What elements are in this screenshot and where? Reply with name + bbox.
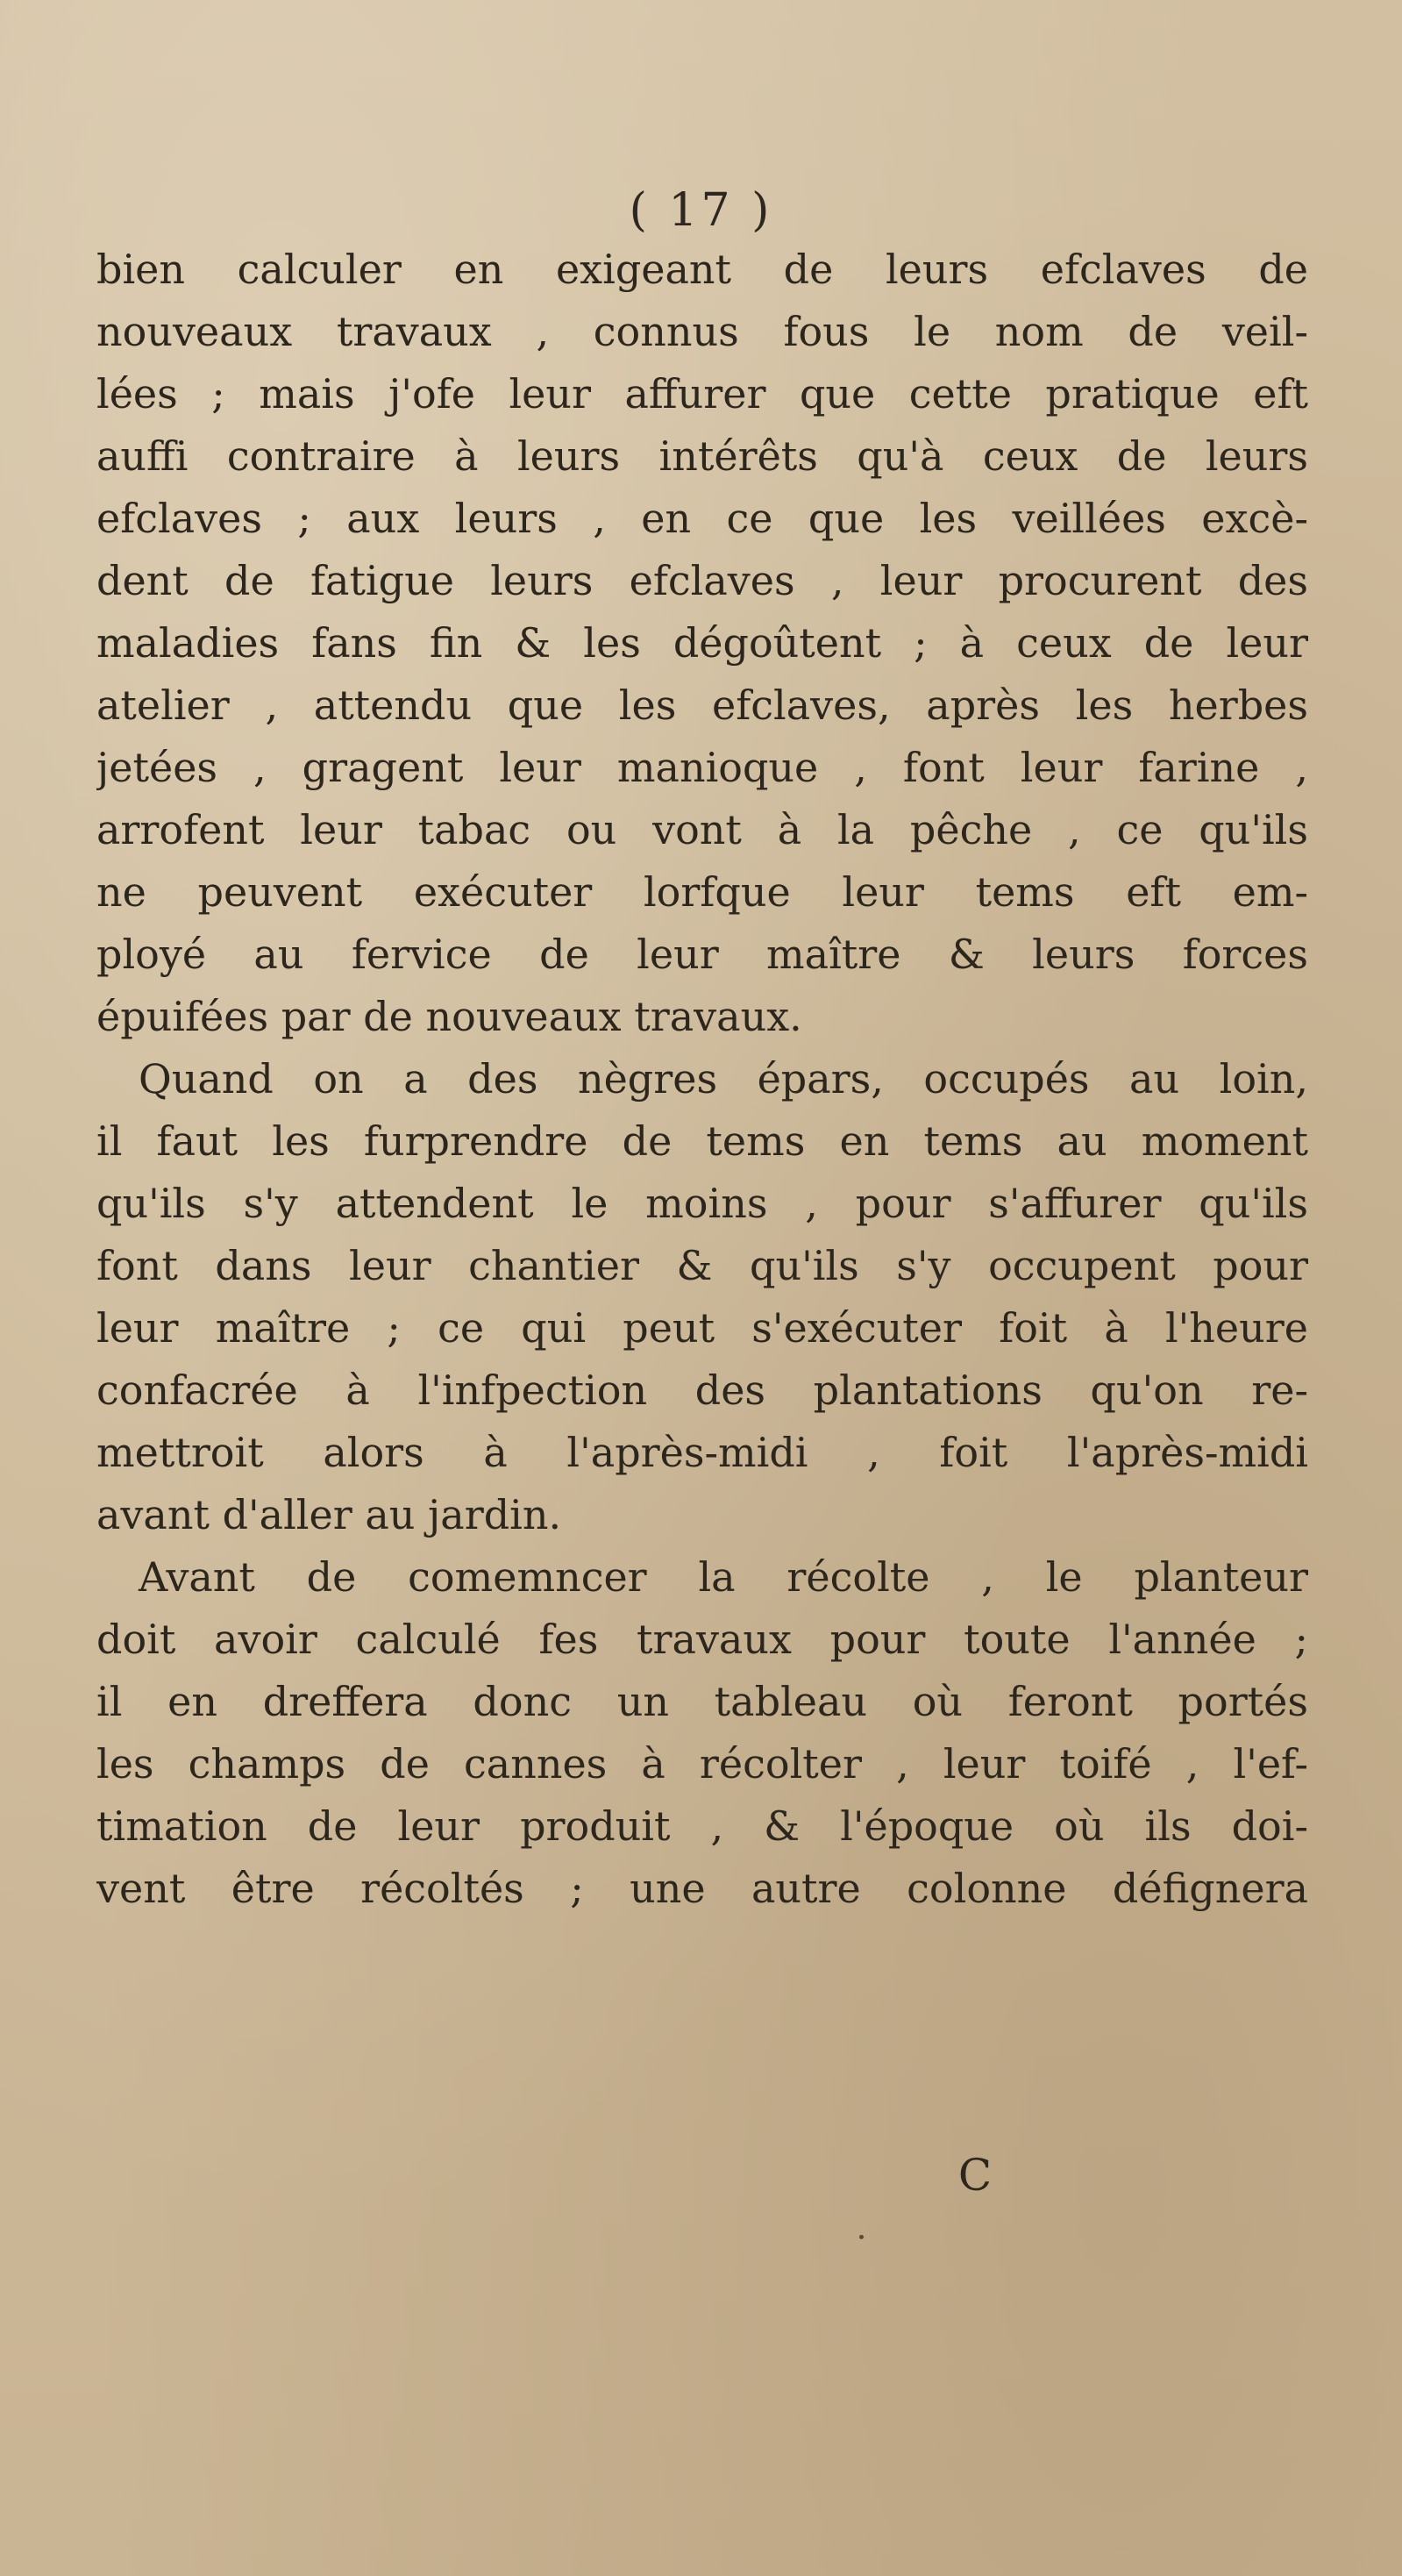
text-line: épuifées par de nouveaux travaux. xyxy=(96,993,802,1040)
text-line: vent être récoltés ; une autre colonne défignera xyxy=(96,1865,1308,1912)
text-line: bien calculer en exigeant de leurs efclaves de xyxy=(96,246,1308,293)
text-line: Avant de comemncer la récolte , le planteur xyxy=(139,1553,1308,1601)
page-number: ( 17 ) xyxy=(629,184,773,237)
ink-speck xyxy=(859,2235,864,2239)
signature-mark: C xyxy=(957,2150,993,2201)
text-line: maladies fans fin & les dégoûtent ; à ceux de leur xyxy=(96,619,1308,667)
text-line: leur maître ; ce qui peut s'exécuter foit à l'heure xyxy=(96,1304,1308,1352)
text-line: lées ; mais j'ofe leur affurer que cette pratique eft xyxy=(96,370,1308,417)
text-line: efclaves ; aux leurs , en ce que les veillées excè- xyxy=(96,495,1308,542)
body-text xyxy=(96,239,1308,1920)
text-line: il faut les furprendre de tems en tems au moment xyxy=(96,1117,1308,1165)
text-line: confacrée à l'infpection des plantations qu'on re- xyxy=(96,1366,1308,1414)
text-line: avant d'aller au jardin. xyxy=(96,1491,562,1538)
text-line: font dans leur chantier & qu'ils s'y occupent pour xyxy=(96,1242,1308,1289)
text-line: il en dreffera donc un tableau où feront portés xyxy=(96,1678,1308,1725)
text-line: ployé au fervice de leur maître & leurs forces xyxy=(96,931,1308,978)
text-line: Quand on a des nègres épars, occupés au loin, xyxy=(139,1055,1308,1102)
paragraph xyxy=(96,239,1308,1048)
text-line: auffi contraire à leurs intérêts qu'à ceux de leurs xyxy=(96,432,1308,480)
text-line: ne peuvent exécuter lorfque leur tems eft em- xyxy=(96,868,1308,916)
text-line: arrofent leur tabac ou vont à la pêche , ce qu'ils xyxy=(96,806,1308,853)
text-line: mettroit alors à l'après-midi , foit l'après-midi xyxy=(96,1429,1308,1476)
text-line: dent de fatigue leurs efclaves , leur procurent des xyxy=(96,557,1308,604)
text-line: nouveaux travaux , connus fous le nom de veil- xyxy=(96,308,1308,355)
paragraph xyxy=(96,1048,1308,1546)
text-line: jetées , gragent leur manioque , font leur farine , xyxy=(96,744,1308,791)
text-line: les champs de cannes à récolter , leur toifé , l'ef- xyxy=(96,1740,1308,1788)
paragraph xyxy=(96,1546,1308,1920)
text-line: doit avoir calculé fes travaux pour toute l'année ; xyxy=(96,1616,1308,1663)
text-line: atelier , attendu que les efclaves, après les herbes xyxy=(96,681,1308,729)
text-line: timation de leur produit , & l'époque où ils doi- xyxy=(96,1802,1308,1850)
text-line: qu'ils s'y attendent le moins , pour s'affurer qu'ils xyxy=(96,1180,1308,1227)
